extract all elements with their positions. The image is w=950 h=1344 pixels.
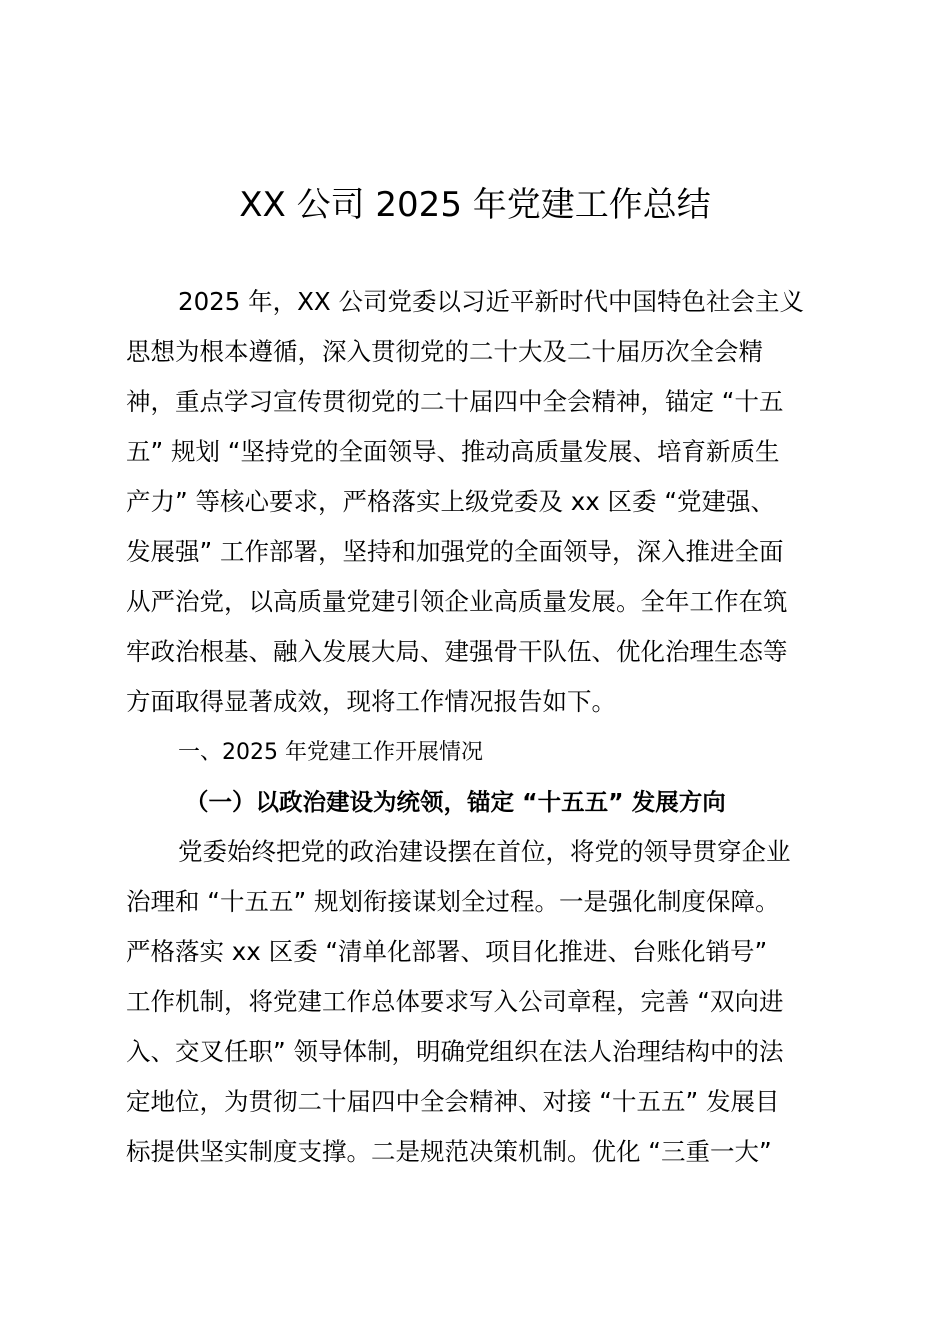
intro-line: 2025 年，XX 公司党委以习近平新时代中国特色社会主义: [178, 287, 804, 316]
document-title: XX 公司 2025 年党建工作总结: [239, 185, 711, 225]
section-heading: 一、2025 年党建工作开展情况: [178, 740, 483, 765]
intro-line: 发展强” 工作部署，坚持和加强党的全面领导，深入推进全面: [126, 537, 784, 566]
intro-line: 神，重点学习宣传贯彻党的二十届四中全会精神，锚定 “十五: [126, 387, 784, 416]
body-line: 严格落实 xx 区委 “清单化部署、项目化推进、台账化销号”: [126, 937, 768, 966]
intro-line: 五” 规划 “坚持党的全面领导、推动高质量发展、培育新质生: [126, 437, 780, 466]
intro-line: 产力” 等核心要求，严格落实上级党委及 xx 区委 “党建强、: [126, 487, 776, 516]
body-line: 标提供坚实制度支撑。二是规范决策机制。优化 “三重一大”: [126, 1137, 772, 1166]
intro-line: 思想为根本遵循，深入贯彻党的二十大及二十届历次全会精: [126, 337, 763, 366]
intro-line: 从严治党，以高质量党建引领企业高质量发展。全年工作在筑: [126, 587, 788, 616]
body-line: 党委始终把党的政治建设摆在首位，将党的领导贯穿企业: [178, 837, 791, 866]
subsection-heading: （一）以政治建设为统领，锚定 “十五五” 发展方向: [185, 788, 726, 816]
intro-line: 牢政治根基、融入发展大局、建强骨干队伍、优化治理生态等: [126, 637, 788, 666]
body-line: 工作机制，将党建工作总体要求写入公司章程，完善 “双向进: [126, 987, 784, 1016]
body-line: 入、交叉任职” 领导体制，明确党组织在法人治理结构中的法: [126, 1037, 784, 1066]
body-line: 治理和 “十五五” 规划衔接谋划全过程。一是强化制度保障。: [126, 887, 780, 916]
intro-line: 方面取得显著成效，现将工作情况报告如下。: [126, 687, 616, 716]
body-line: 定地位，为贯彻二十届四中全会精神、对接 “十五五” 发展目: [126, 1087, 780, 1116]
